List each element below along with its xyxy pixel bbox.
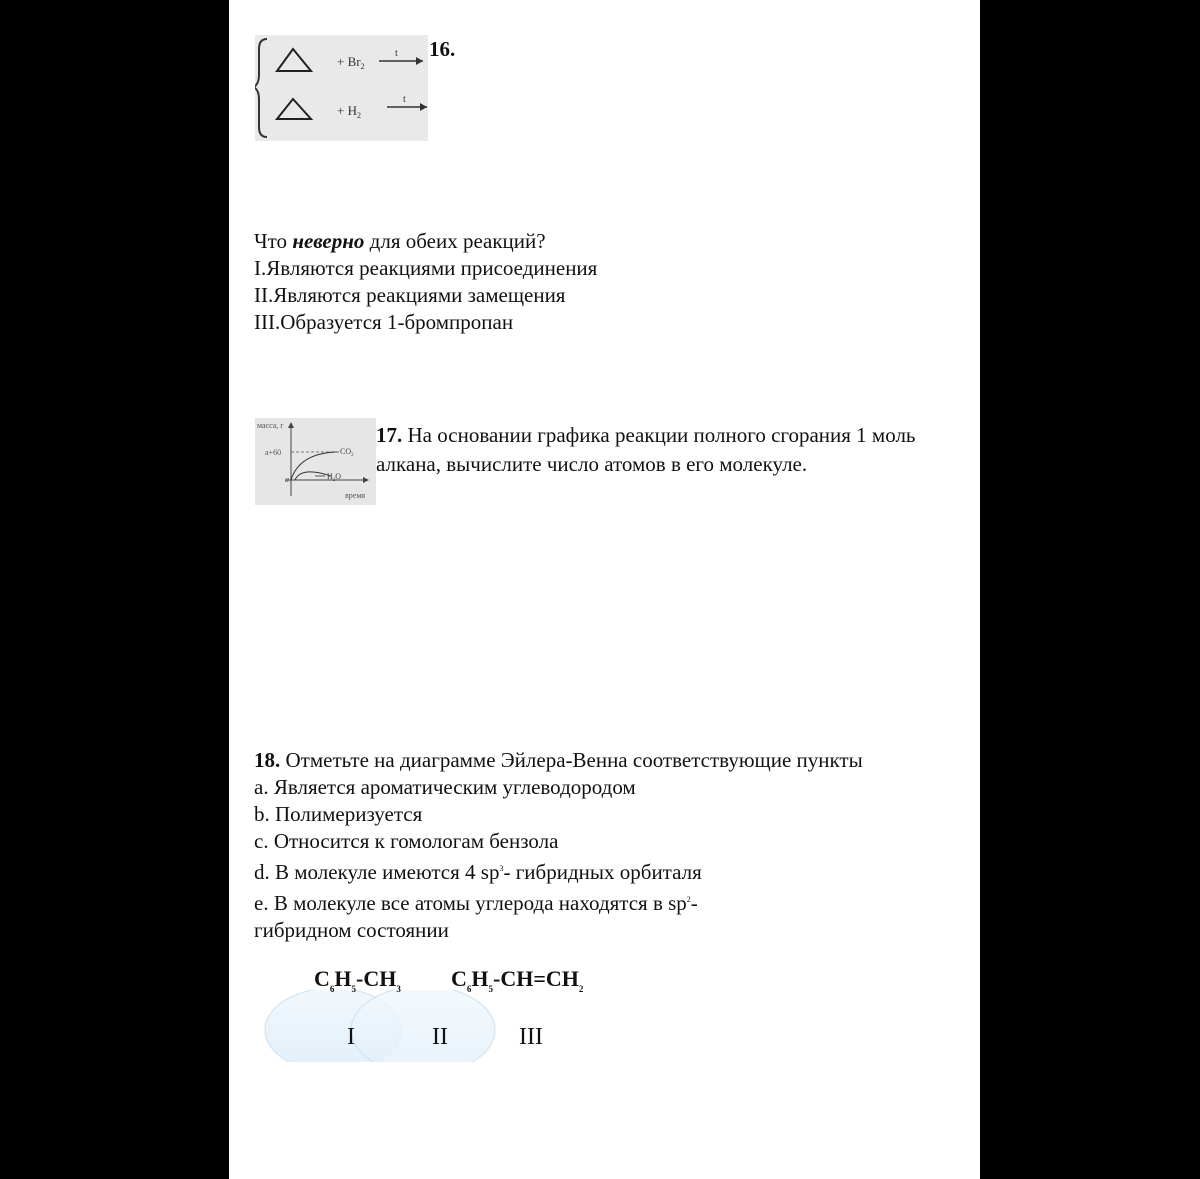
venn-label-iii: III (519, 1024, 543, 1050)
problem-18-item-a: a. Является ароматическим углеводородом (254, 775, 636, 799)
y-axis-label: масса, г (257, 421, 284, 430)
x-axis-label: время (345, 491, 366, 500)
h2o-label: $H_2O$ (327, 472, 342, 483)
formula-toluene: $C_6H_5-CH_3$ (314, 966, 401, 994)
x-axis-arrow (363, 477, 369, 483)
venn-diagram (263, 990, 533, 1062)
a-label: a (285, 475, 289, 484)
problem-18-item-c: c. Относится к гомологам бензола (254, 829, 559, 853)
problem-16-question: Что неверно для обеих реакций? (254, 229, 546, 253)
problem-18-item-e: e. В молекуле все атомы углерода находятся в $sp^2-$ (254, 891, 698, 915)
venn-label-ii: II (432, 1024, 448, 1050)
problem-18-item-d: d. В молекуле имеются 4 $sp^3-$ гибридных орбиталя (254, 860, 702, 884)
co2-label: $CO_2$ (340, 447, 354, 458)
arrow-2-head (420, 103, 427, 111)
reagent-br2: + $Br_2$ (337, 54, 365, 71)
document-page (229, 0, 980, 1179)
reaction-scheme-svg (255, 35, 428, 141)
problem-16-option-3: III.Образуется 1-бромпропан (254, 310, 514, 334)
h2o-curve (295, 472, 331, 480)
problem-17-line-2: алкана, вычислите число атомов в его молекуле. (376, 452, 808, 476)
arrow-2-label: t (403, 94, 406, 105)
reagent-h2: + $H_2$ (337, 103, 361, 120)
y-axis-arrow (288, 422, 294, 428)
problem-18-text (254, 747, 863, 944)
level-label: a+60 (265, 448, 282, 457)
combustion-graph-svg (255, 418, 376, 505)
arrow-1-label: t (395, 48, 398, 59)
cyclopropane-1 (277, 49, 311, 71)
formula-styrene: $C_6H_5-CH=CH_2$ (451, 966, 584, 994)
arrow-1-head (416, 57, 423, 65)
problem-18-item-e-cont: гибридном состоянии (254, 918, 449, 942)
problem-16-option-2: II.Являются реакциями замещения (254, 283, 566, 307)
problem-17-text (376, 421, 916, 479)
cyclopropane-2 (277, 99, 311, 119)
problem-16-number: 16. (429, 37, 456, 61)
combustion-graph-figure (255, 418, 376, 505)
reaction-scheme-figure (255, 35, 428, 141)
problem-16-text (254, 228, 597, 336)
problem-18-title: 18. Отметьте на диаграмме Эйлера-Венна соответствующие пункты (254, 748, 863, 772)
problem-16-option-1: I.Являются реакциями присоединения (254, 256, 598, 280)
problem-18-number: 18. (254, 748, 281, 772)
problem-18-item-b: b. Полимеризуется (254, 802, 423, 826)
problem-17-number: 17. (376, 423, 403, 447)
venn-label-i: I (347, 1024, 355, 1050)
curly-brace (255, 39, 267, 137)
venn-circle-2 (351, 990, 495, 1062)
problem-17-line-1: 17. На основании графика реакции полного сгорания 1 моль (376, 423, 916, 447)
emphasis-word: неверно (292, 229, 365, 253)
